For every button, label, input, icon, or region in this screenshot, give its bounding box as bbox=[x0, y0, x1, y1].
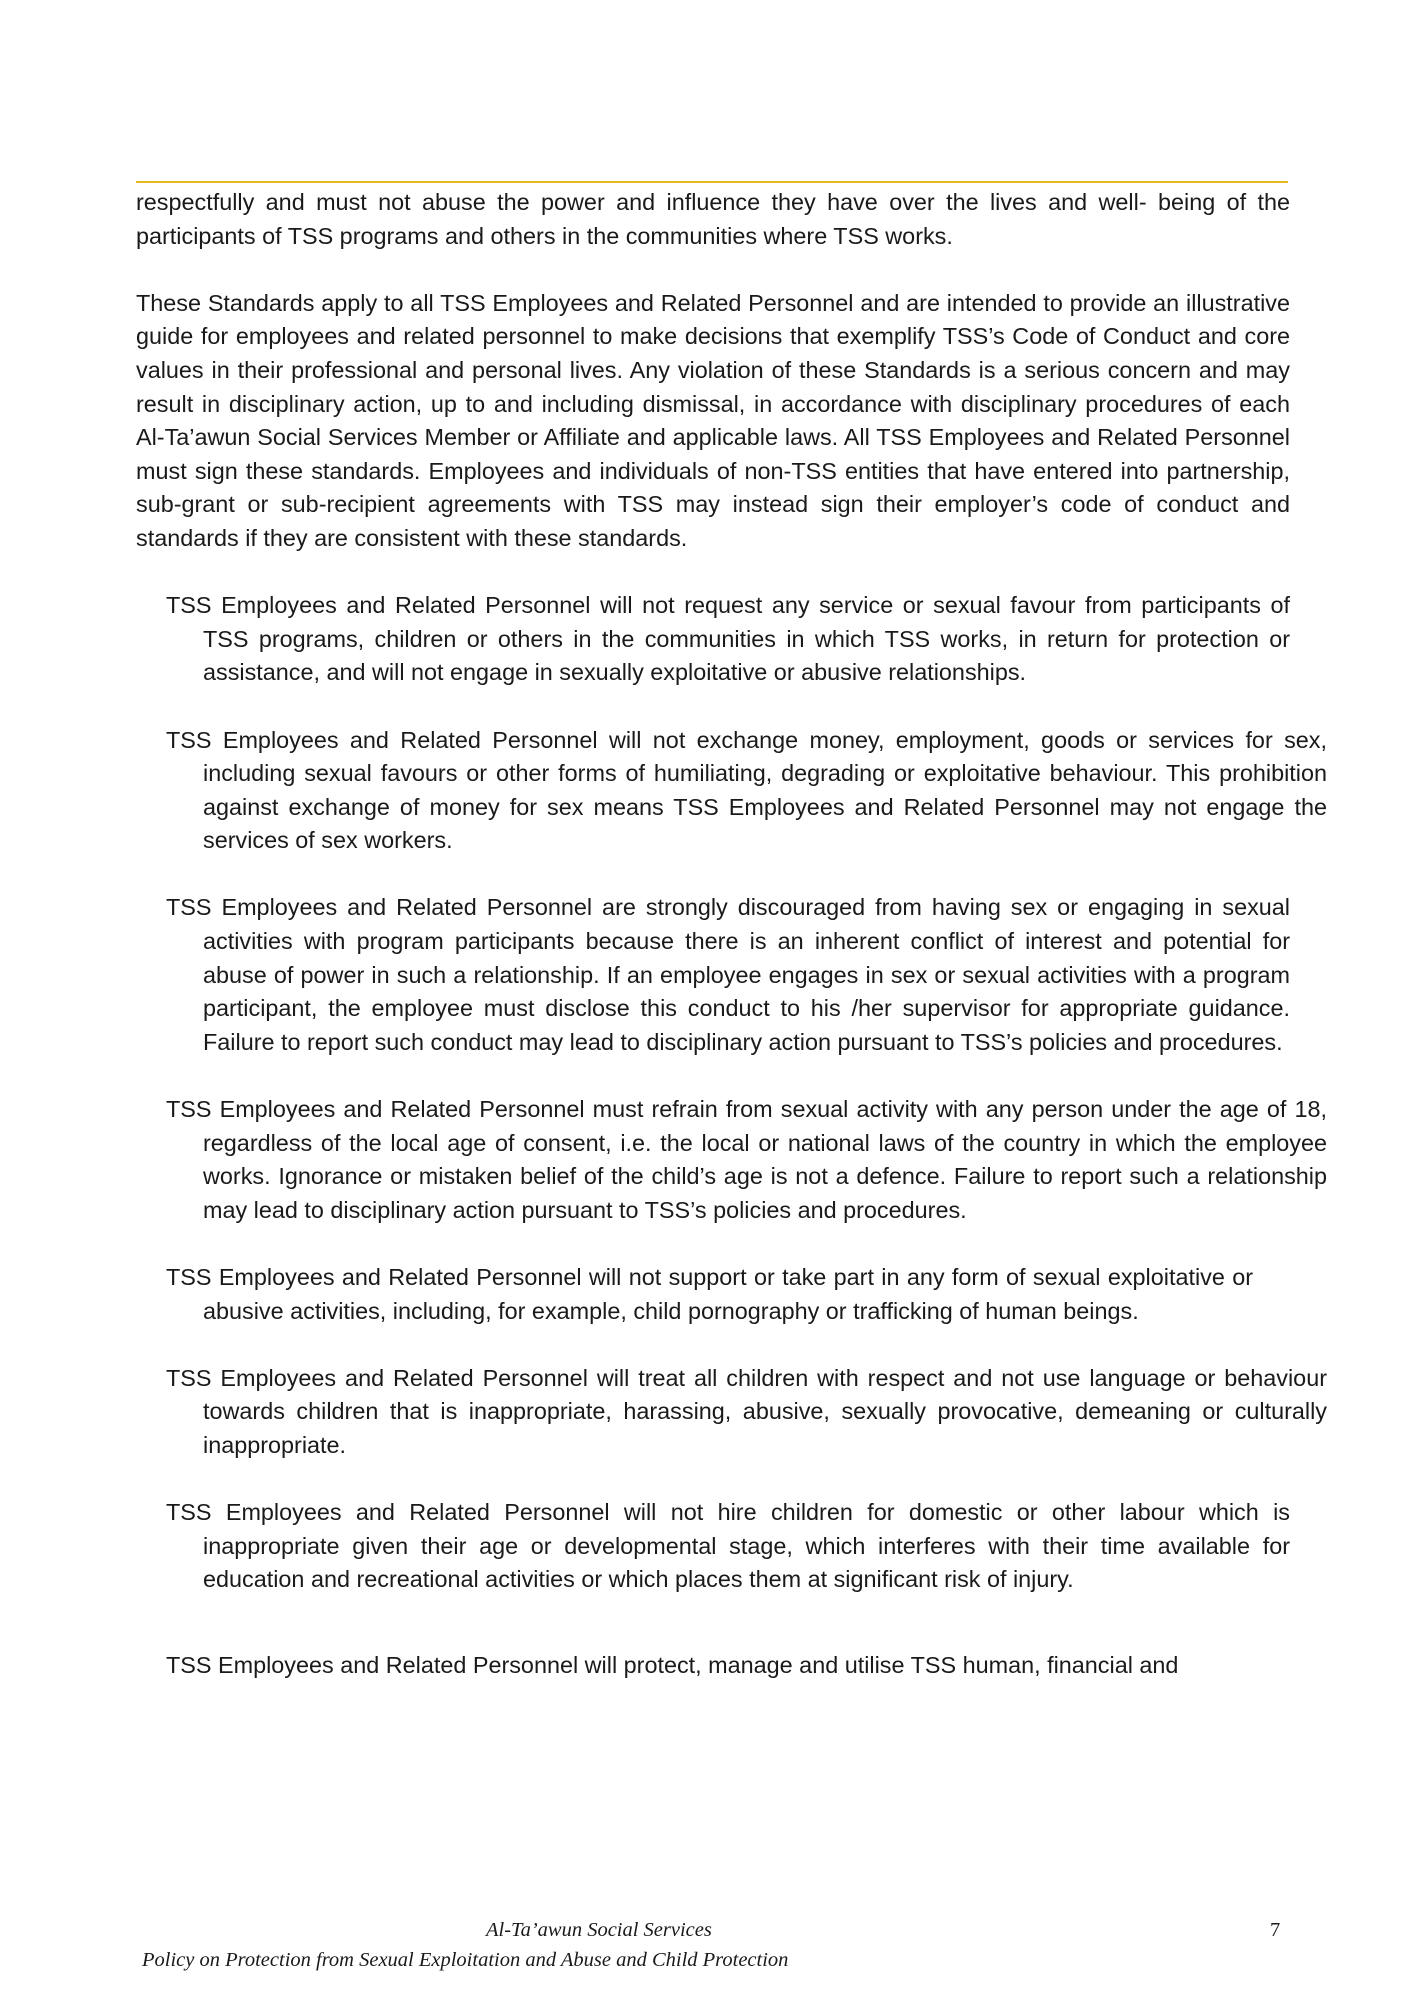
standard-item: TSS Employees and Related Personnel will not exchange money, employment, goods or services for sex, including sexual favours or other forms of humiliating, degrading or exploitative behaviour. This prohibition against exchange of money for sex means TSS Employees and Related Personnel may not engage the services of sex workers. bbox=[166, 726, 1327, 854]
scope-paragraph: These Standards apply to all TSS Employees and Related Personnel and are intended to provide an illustrative guide for employees and related personnel to make decisions that exemplify TSS’s Code of Conduct and core values in their professional and personal lives. Any violation of these Standards is a serious concern and may result in disciplinary action, up to and including dismissal, in accordance with disciplinary procedures of each Al-Ta’awun Social Services Member or Affiliate and applicable laws. All TSS Employees and Related Personnel must sign these standards. Employees and individuals of non-TSS entities that have entered into partnership, sub-grant or sub-recipient agreements with TSS may instead sign their employer’s code of conduct and standards if they are consistent with these standards. bbox=[136, 289, 1290, 551]
standard-item: TSS Employees and Related Personnel must refrain from sexual activity with any person under the age of 18, regardless of the local age of consent, i.e. the local or national laws of the country in which the employee works. Ignorance or mistaken belief of the child’s age is not a defence. Failure to report such a relationship may lead to disciplinary action pursuant to TSS’s policies and procedures. bbox=[166, 1096, 1327, 1223]
header-rule bbox=[136, 181, 1288, 183]
standard-item: TSS Employees and Related Personnel will treat all children with respect and not use language or behaviour towards children that is inappropriate, harassing, abusive, sexually provocative, demeaning or culturally inappropriate. bbox=[166, 1364, 1327, 1458]
footer-policy-title: Policy on Protection from Sexual Exploitation and Abuse and Child Protection bbox=[142, 1949, 789, 1971]
page-number: 7 bbox=[1270, 1919, 1281, 1941]
standards-list bbox=[136, 589, 1327, 1682]
standard-item: TSS Employees and Related Personnel will not request any service or sexual favour from participants of TSS programs, children or others in the communities in which TSS works, in return for protection or assistance, and will not engage in sexually exploitative or abusive relationships. bbox=[166, 592, 1290, 686]
page-body bbox=[136, 186, 1327, 1683]
standard-item: TSS Employees and Related Personnel are strongly discouraged from having sex or engaging in sexual activities with program participants because there is an inherent conflict of interest and potential for abuse of power in such a relationship. If an employee engages in sex or sexual activities with a program participant, the employee must disclose this conduct to his /her supervisor for appropriate guidance. Failure to report such conduct may lead to disciplinary action pursuant to TSS’s policies and procedures. bbox=[166, 894, 1290, 1055]
footer-organization: Al-Ta’awun Social Services bbox=[486, 1919, 712, 1941]
standard-item: TSS Employees and Related Personnel will not hire children for domestic or other labour which is inappropriate given their age or developmental stage, which interferes with their time available for education and recreational activities or which places them at significant risk of injury. bbox=[166, 1499, 1290, 1593]
standard-item: TSS Employees and Related Personnel will not support or take part in any form of sexual exploitative or abusive activities, including, for example, child pornography or trafficking of human beings. bbox=[166, 1264, 1253, 1324]
intro-paragraph: respectfully and must not abuse the power and influence they have over the lives and well- being of the participants of TSS programs and others in the communities where TSS works. bbox=[136, 189, 1290, 249]
standard-item: TSS Employees and Related Personnel will protect, manage and utilise TSS human, financial and bbox=[166, 1651, 1179, 1678]
